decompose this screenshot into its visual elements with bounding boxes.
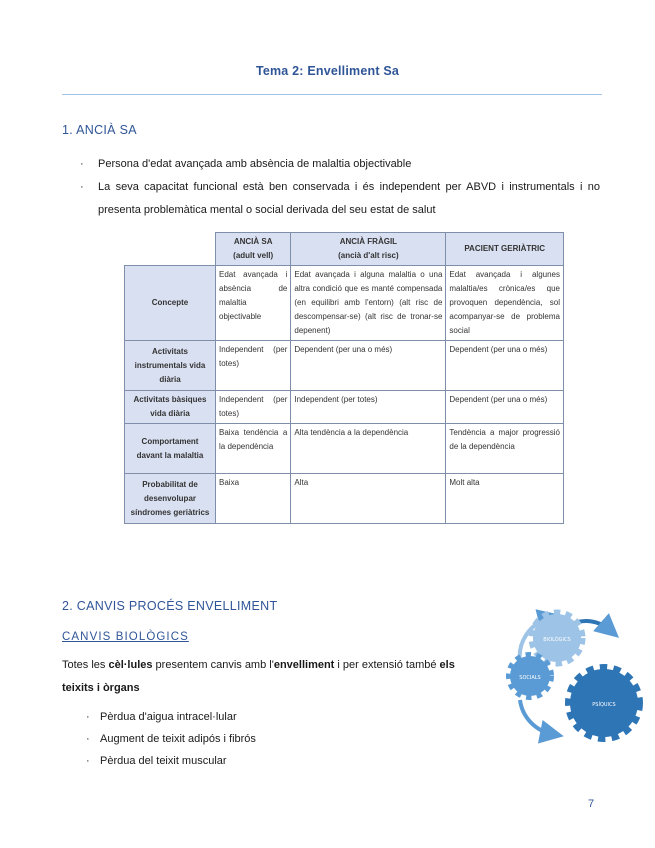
- column-subtitle: (ancià d'alt risc): [338, 251, 399, 260]
- page-header-title: Tema 2: Envelliment Sa: [255, 64, 400, 78]
- table-row: [125, 474, 564, 524]
- table-cell: Molt alta: [446, 474, 564, 524]
- list-item: · Pèrdua d'aigua intracel·lular: [86, 706, 256, 728]
- table-row: [125, 341, 564, 391]
- list-item: · Persona d'edat avançada amb absència de malaltia objectivable: [80, 153, 600, 176]
- page-number: 7: [588, 798, 595, 810]
- list-item: · Pèrdua del teixit muscular: [86, 750, 256, 772]
- row-header: Comportament davant la malaltia: [125, 424, 216, 474]
- column-header: [216, 233, 291, 266]
- table-cell: Edat avançada i absència de malaltia objectivable: [216, 266, 291, 341]
- list-item: · La seva capacitat funcional està ben conservada i és independent per ABVD i instrumentals i no presenta problemàtica mental o social derivada del seu estat de salut: [80, 176, 600, 222]
- table-cell: Alta tendència a la dependència: [291, 424, 446, 474]
- row-header: Concepte: [125, 266, 216, 341]
- gear-icon: [510, 656, 550, 696]
- gear-label: BIOLÒGICS: [543, 637, 571, 643]
- row-header: Probabilitat de desenvolupar síndromes geriàtrics: [125, 474, 216, 524]
- column-header: [446, 233, 564, 266]
- para-bold: els teixits i òrgans: [62, 659, 455, 694]
- gears-diagram: [500, 600, 650, 750]
- table-cell: Independent (per totes): [216, 341, 291, 391]
- list-item: · Augment de teixit adipós i fibrós: [86, 728, 256, 750]
- gear-label: SOCIALS: [519, 675, 541, 681]
- header-divider: [62, 94, 602, 95]
- table-cell: Dependent (per una o més): [446, 341, 564, 391]
- column-title: ANCIÀ FRÀGIL: [339, 237, 398, 246]
- column-title: ANCIÀ SA: [233, 237, 273, 246]
- section-heading-ancia-sa: 1. ANCIÀ SA: [62, 123, 137, 137]
- table-corner-cell: [125, 233, 216, 266]
- table-row: [125, 391, 564, 424]
- biological-changes-list: [86, 706, 256, 772]
- subheading-canvis-biologics: CANVIS BIOLÒGICS: [62, 631, 189, 643]
- table-cell: Edat avançada i algunes malaltia/es crònica/es que provoquen dependència, sol acompanyar-se de problema social: [446, 266, 564, 341]
- gear-label: PSÍQUICS: [592, 702, 616, 708]
- biological-changes-paragraph: [62, 654, 482, 700]
- ancia-sa-bullet-list: [80, 153, 600, 222]
- para-text: Totes les: [62, 659, 109, 671]
- table-cell: Dependent (per una o més): [291, 341, 446, 391]
- table-cell: Independent (per totes): [216, 391, 291, 424]
- section-heading-canvis: 2. CANVIS PROCÉS ENVELLIMENT: [62, 599, 278, 613]
- column-header: [291, 233, 446, 266]
- table-cell: Alta: [291, 474, 446, 524]
- gear-icon: [570, 669, 638, 737]
- cycle-arrow: [520, 700, 552, 734]
- row-header: Activitats instrumentals vida diària: [125, 341, 216, 391]
- table-cell: Baixa: [216, 474, 291, 524]
- table-cell: Tendència a major progressió de la dependència: [446, 424, 564, 474]
- table-cell: Baixa tendència a la dependència: [216, 424, 291, 474]
- table-cell: Dependent (per una o més): [446, 391, 564, 424]
- column-title: PACIENT GERIÀTRIC: [464, 244, 546, 253]
- table-cell: Edat avançada i alguna malaltia o una altra condició que es manté compensada (en equilibri amb l'entorn) (alt risc de descompensar-se) (alt risc de tronar-se depenent): [291, 266, 446, 341]
- para-bold: envelliment: [273, 659, 335, 671]
- para-bold: cèl·lules: [108, 659, 153, 671]
- table-cell: Independent (per totes): [291, 391, 446, 424]
- para-text: presentem canvis amb l': [152, 659, 274, 671]
- table-header-row: [125, 233, 564, 266]
- column-subtitle: (adult vell): [233, 251, 274, 260]
- classification-table: [124, 232, 564, 524]
- row-header: Activitats bàsiques vida diària: [125, 391, 216, 424]
- para-text: i per extensió també: [334, 659, 440, 671]
- table-row: [125, 424, 564, 474]
- table-row: [125, 266, 564, 341]
